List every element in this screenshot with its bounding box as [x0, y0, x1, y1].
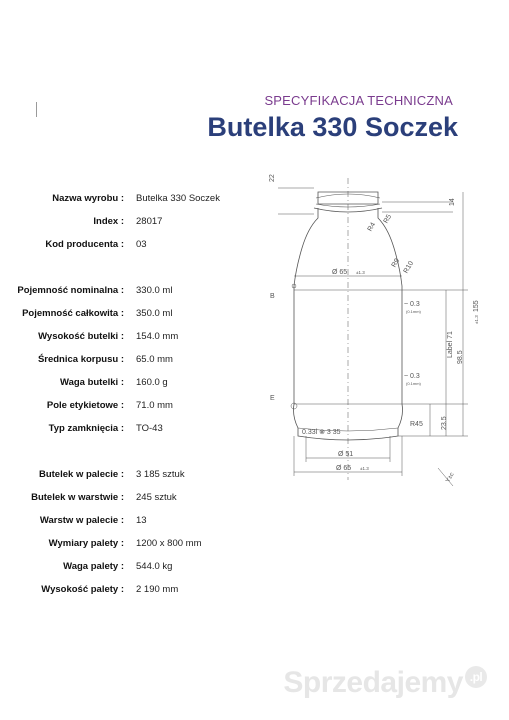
- dim-diam-base: Ø 51: [338, 451, 354, 458]
- spec-value: 71.0 mm: [136, 400, 173, 411]
- dim-r9: R9: [390, 257, 402, 269]
- bottle-technical-drawing: [258, 168, 478, 498]
- dim-985: 98.5: [457, 350, 464, 364]
- spec-value: 160.0 g: [136, 377, 168, 388]
- spec-value: 65.0 mm: [136, 354, 173, 365]
- page-margin-mark: [36, 102, 37, 117]
- spec-value: 245 sztuk: [136, 492, 177, 503]
- dim-y: Y±c: [445, 471, 456, 484]
- spec-label: Kod producenta :: [45, 239, 124, 250]
- dim-r4: R4: [366, 221, 378, 233]
- spec-value: 28017: [136, 216, 163, 227]
- dim-b: B: [270, 293, 275, 300]
- page-title: Butelka 330 Soczek: [207, 112, 458, 142]
- dim-top-right: 14: [449, 198, 456, 206]
- spec-label: Typ zamknięcia :: [48, 423, 124, 434]
- spec-label: Pojemność nominalna :: [17, 285, 124, 296]
- dim-r45: R45: [410, 421, 423, 428]
- spec-value: 544.0 kg: [136, 561, 173, 572]
- spec-label: Średnica korpusu :: [37, 354, 124, 365]
- bottle-shoulder-left: [294, 208, 318, 286]
- spec-label: Index :: [93, 216, 124, 227]
- spec-label: Nazwa wyrobu :: [52, 193, 124, 204]
- watermark-badge: .pl: [465, 666, 487, 688]
- dim-tolerance: ±1.3: [356, 270, 365, 275]
- dim-03a-note: (0.1mm): [406, 309, 421, 314]
- dim-235: 23.5: [441, 416, 448, 430]
- dim-r10: R10: [402, 260, 416, 275]
- spec-label: Butelek w palecie :: [38, 469, 124, 480]
- dim-diam-bottom-tolerance: ±1.3: [360, 466, 369, 471]
- watermark-logo: [283, 666, 487, 700]
- dim-03a: ~ 0.3: [404, 301, 420, 308]
- spec-value: 330.0 ml: [136, 285, 173, 296]
- dim-155: 155: [473, 300, 480, 312]
- dim-label: Label 71: [447, 331, 454, 358]
- spec-row: [0, 560, 509, 574]
- dim-r5: R5: [382, 213, 394, 225]
- spec-label: Butelek w warstwie :: [31, 492, 124, 503]
- spec-label: Waga butelki :: [59, 377, 124, 388]
- spec-label: Pole etykietowe :: [46, 400, 124, 411]
- spec-label: Wymiary palety :: [48, 538, 124, 549]
- spec-row: [0, 537, 509, 551]
- dim-diam-bottom: Ø 65: [336, 465, 352, 472]
- spec-row: [0, 514, 509, 528]
- dim-03b-note: (0.1mm): [406, 381, 421, 386]
- spec-value: 2 190 mm: [136, 584, 179, 595]
- watermark-text: Sprzedajemy: [283, 666, 463, 699]
- spec-value: Butelka 330 Soczek: [136, 193, 220, 204]
- dim-top-left: 22: [269, 174, 276, 182]
- dim-diam-body: Ø 65: [332, 269, 348, 276]
- spec-value: TO-43: [136, 423, 163, 434]
- spec-value: 13: [136, 515, 147, 526]
- spec-row: [0, 583, 509, 597]
- spec-value: 1200 x 800 mm: [136, 538, 202, 549]
- spec-value: 03: [136, 239, 147, 250]
- dim-bottom-marks: 0.33l ⊗ 3 35: [302, 429, 341, 436]
- dim-03b: ~ 0.3: [404, 373, 420, 380]
- page-subtitle: SPECYFIKACJA TECHNICZNA: [264, 93, 453, 108]
- dim-155-tolerance: ±1.3: [474, 315, 479, 324]
- spec-label: Warstw w palecie :: [39, 515, 124, 526]
- dim-e: E: [270, 395, 275, 402]
- spec-label: Wysokość palety :: [41, 584, 124, 595]
- spec-label: Pojemność całkowita :: [22, 308, 124, 319]
- spec-value: 350.0 ml: [136, 308, 173, 319]
- spec-value: 3 185 sztuk: [136, 469, 185, 480]
- spec-value: 154.0 mm: [136, 331, 179, 342]
- spec-label: Wysokość butelki :: [38, 331, 124, 342]
- spec-label: Waga palety :: [63, 561, 124, 572]
